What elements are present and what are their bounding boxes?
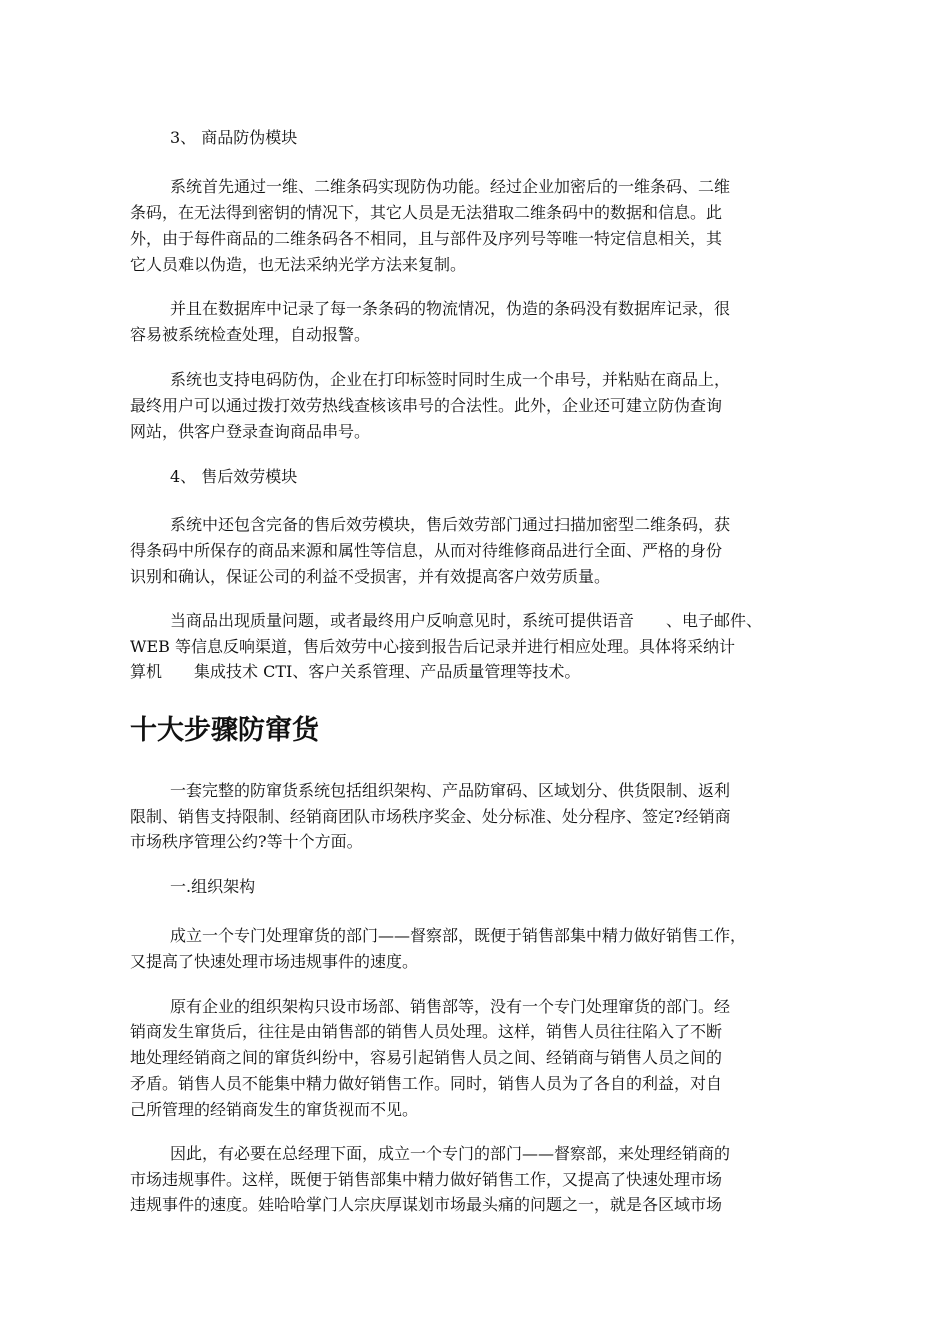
paragraph-line: 一套完整的防窜货系统包括组织架构、产品防窜码、区域划分、供货限制、返利 [170,781,731,800]
paragraph-line: 条码，在无法得到密钥的情况下，其它人员是无法猎取二维条码中的数据和信息。此 [130,203,723,222]
paragraph-line: 识别和确认，保证公司的利益不受损害，并有效提高客户效劳质量。 [130,567,611,586]
paragraph-line: 矛盾。销售人员不能集中精力做好销售工作。同时，销售人员为了各自的利益，对自 [130,1074,723,1093]
paragraph-line: 当商品出现质量问题，或者最终用户反响意见时，系统可提供语音 、电子邮件、 [170,611,763,630]
paragraph-line: 系统首先通过一维、二维条码实现防伪功能。经过企业加密后的一维条码、二维 [170,177,731,196]
paragraph-line: 限制、销售支持限制、经销商团队市场秩序奖金、处分标准、处分程序、签定?经销商 [130,807,731,826]
paragraph-line: 系统中还包含完备的售后效劳模块，售后效劳部门通过扫描加密型二维条码，获 [170,515,731,534]
paragraph-line: 得条码中所保存的商品来源和属性等信息，从而对待维修商品进行全面、严格的身份 [130,541,723,560]
paragraph-line: 原有企业的组织架构只设市场部、销售部等，没有一个专门处理窜货的部门。经 [170,997,731,1016]
paragraph-line: WEB 等信息反响渠道，售后效劳中心接到报告后记录并进行相应处理。具体将采纳计 [130,637,735,656]
subsection-heading: 一.组织架构 [170,877,256,896]
paragraph-line: 网站，供客户登录查询商品串号。 [130,422,371,441]
paragraph-line: 己所管理的经销商发生的窜货视而不见。 [130,1100,419,1119]
paragraph-line: 因此，有必要在总经理下面，成立一个专门的部门——督察部，来处理经销商的 [170,1144,731,1163]
section-4-heading: 4、 售后效劳模块 [170,467,298,486]
paragraph-line: 容易被系统检查处理，自动报警。 [130,325,371,344]
paragraph-line: 地处理经销商之间的窜货纠纷中，容易引起销售人员之间、经销商与销售人员之间的 [130,1048,723,1067]
section-3-heading: 3、 商品防伪模块 [170,128,298,147]
paragraph-line: 成立一个专门处理窜货的部门——督察部，既便于销售部集中精力做好销售工作， [170,926,747,945]
paragraph-line: 它人员难以伪造，也无法采纳光学方法来复制。 [130,255,467,274]
paragraph-line: 最终用户可以通过拨打效劳热线查核该串号的合法性。此外，企业还可建立防伪查询 [130,396,723,415]
main-heading: 十大步骤防窜货 [130,715,319,746]
paragraph-line: 算机 集成技术 CTI、客户关系管理、产品质量管理等技术。 [130,662,581,681]
paragraph-line: 系统也支持电码防伪，企业在打印标签时同时生成一个串号，并粘贴在商品上， [170,370,731,389]
paragraph-line: 违规事件的速度。娃哈哈掌门人宗庆厚谋划市场最头痛的问题之一，就是各区域市场 [130,1195,723,1214]
paragraph-line: 销商发生窜货后，往往是由销售部的销售人员处理。这样，销售人员往往陷入了不断 [130,1022,723,1041]
paragraph-line: 并且在数据库中记录了每一条条码的物流情况，伪造的条码没有数据库记录，很 [170,299,731,318]
paragraph-line: 市场秩序管理公约?等十个方面。 [130,832,363,851]
paragraph-line: 外，由于每件商品的二维条码各不相同，且与部件及序列号等唯一特定信息相关，其 [130,229,723,248]
paragraph-line: 又提高了快速处理市场违规事件的速度。 [130,952,419,971]
paragraph-line: 市场违规事件。这样，既便于销售部集中精力做好销售工作，又提高了快速处理市场 [130,1170,723,1189]
